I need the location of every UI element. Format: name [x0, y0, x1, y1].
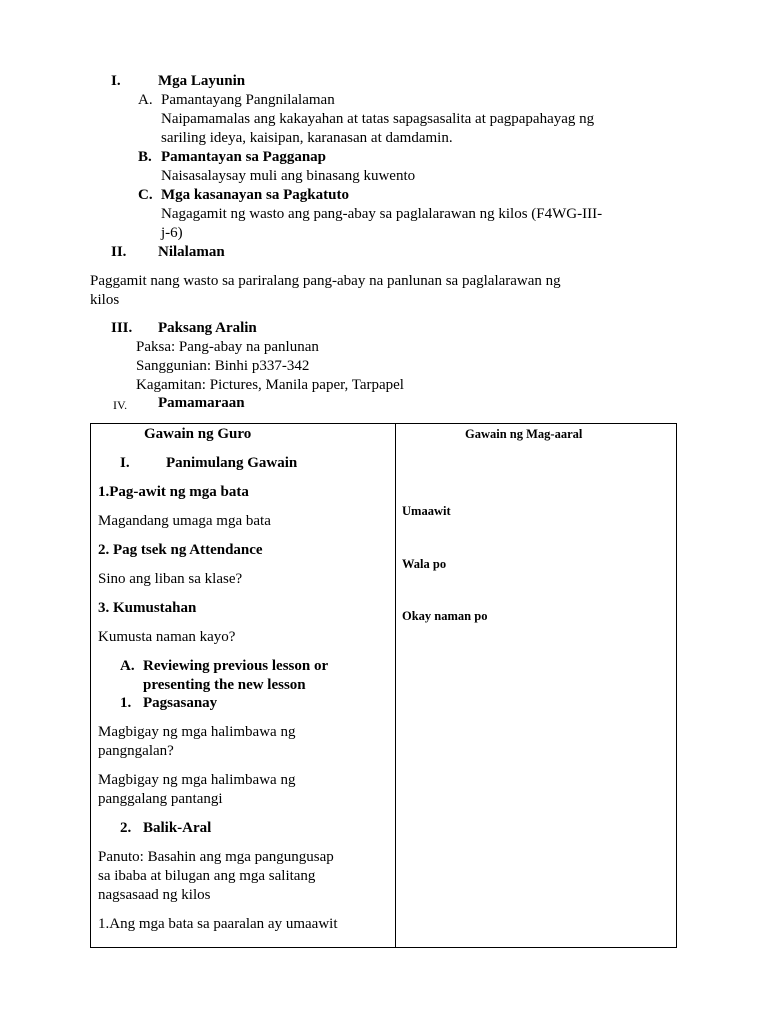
greeting-text: Kumusta naman kayo? [98, 629, 236, 645]
intro-heading: Panimulang Gawain [166, 455, 298, 471]
student-greeting-response: Okay naman po [402, 609, 488, 623]
objective-c-label: C. [138, 187, 153, 203]
topic-heading: Paksang Aralin [158, 320, 257, 336]
objective-a-text-line1: Naipamamalas ang kakayahan at tatas sapagsasalita at pagpapahayag ng [161, 111, 595, 127]
objective-c-text-line2: j-6) [161, 225, 183, 241]
review-label: A. [120, 658, 135, 674]
content-number: II. [111, 244, 127, 260]
drill-question2-line2: panggalang pantangi [98, 791, 223, 807]
teacher-column-header: Gawain ng Guro [144, 426, 252, 442]
objective-a-text-line2: sariling ideya, kaisipan, karanasan at damdamin. [161, 130, 453, 146]
attendance-text: Sino ang liban sa klase? [98, 571, 243, 587]
column-divider [395, 424, 396, 947]
drill-label: 1. [120, 695, 132, 711]
greeting-heading: 3. Kumustahan [98, 600, 197, 616]
drill-question1-line2: pangngalan? [98, 743, 174, 759]
recall-instruction-line1: Panuto: Basahin ang mga pangungusap [98, 849, 334, 865]
objective-c-title: Mga kasanayan sa Pagkatuto [161, 187, 349, 203]
objective-b-label: B. [138, 149, 152, 165]
song-heading: 1.Pag-awit ng mga bata [98, 484, 249, 500]
student-attendance-response: Wala po [402, 557, 447, 571]
topic-kagamitan: Kagamitan: Pictures, Manila paper, Tarpapel [136, 377, 404, 393]
topic-paksa: Paksa: Pang-abay na panlunan [136, 339, 319, 355]
intro-number: I. [120, 455, 130, 471]
attendance-heading: 2. Pag tsek ng Attendance [98, 542, 263, 558]
lesson-plan-table [90, 423, 677, 948]
recall-heading: Balik-Aral [143, 820, 212, 836]
drill-question1-line1: Magbigay ng mga halimbawa ng [98, 724, 296, 740]
student-column-header: Gawain ng Mag-aaral [465, 427, 583, 441]
drill-question2-line1: Magbigay ng mga halimbawa ng [98, 772, 296, 788]
objectives-heading: Mga Layunin [158, 73, 246, 89]
student-song-response: Umaawit [402, 504, 451, 518]
objective-c-text-line1: Nagagamit ng wasto ang pang-abay sa paglalarawan ng kilos (F4WG-III- [161, 206, 603, 222]
review-line2: presenting the new lesson [143, 677, 306, 693]
review-line1: Reviewing previous lesson or [143, 658, 329, 674]
content-text-line1: Paggamit nang wasto sa pariralang pang-abay na panlunan sa paglalarawan ng [90, 273, 561, 289]
objective-a-title: Pamantayang Pangnilalaman [161, 92, 335, 108]
song-text: Magandang umaga mga bata [98, 513, 271, 529]
topic-number: III. [111, 320, 133, 336]
procedure-number: IV. [113, 398, 128, 412]
recall-item-1: 1.Ang mga bata sa paaralan ay umaawit [98, 916, 338, 932]
content-text-line2: kilos [90, 292, 120, 308]
recall-instruction-line2: sa ibaba at bilugan ang mga salitang [98, 868, 316, 884]
content-heading: Nilalaman [158, 244, 225, 260]
drill-heading: Pagsasanay [143, 695, 218, 711]
procedure-heading: Pamamaraan [158, 395, 245, 411]
objective-b-title: Pamantayan sa Pagganap [161, 149, 327, 165]
recall-label: 2. [120, 820, 132, 836]
objective-b-text: Naisasalaysay muli ang binasang kuwento [161, 168, 416, 184]
objective-a-label: A. [138, 92, 153, 108]
recall-instruction-line3: nagsasaad ng kilos [98, 887, 211, 903]
topic-sanggunian: Sanggunian: Binhi p337-342 [136, 358, 310, 374]
objectives-number: I. [111, 73, 121, 89]
